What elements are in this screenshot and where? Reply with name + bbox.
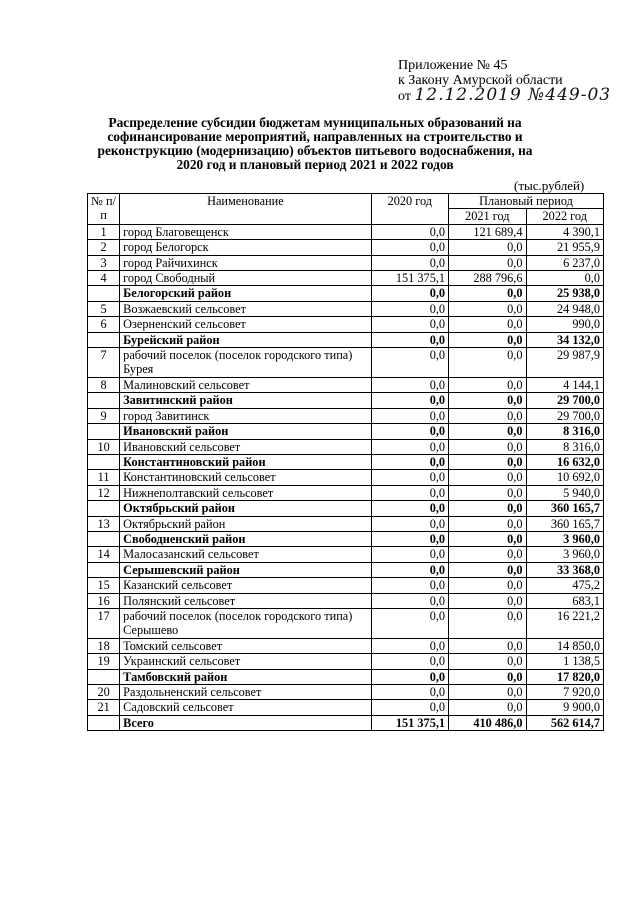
- subsidy-table: [87, 193, 604, 731]
- header-number: № п/п: [88, 194, 120, 225]
- units-label: (тыс.рублей): [514, 178, 585, 193]
- table-row: [88, 439, 604, 454]
- row-value-2022: 9 900,0: [526, 700, 604, 715]
- row-value-2021: 0,0: [449, 317, 526, 332]
- row-number: 4: [88, 271, 120, 286]
- row-value-2020: 0,0: [371, 408, 448, 423]
- row-name: Константиновский район: [120, 454, 371, 469]
- row-value-2021: 0,0: [449, 516, 526, 531]
- district-subtotal-row: [88, 286, 604, 301]
- row-value-2021: 0,0: [449, 255, 526, 270]
- row-name: Серышевский район: [120, 562, 371, 577]
- row-name: Завитинский район: [120, 393, 371, 408]
- row-value-2022: 475,2: [526, 578, 604, 593]
- row-number: 5: [88, 301, 120, 316]
- row-name: Озерненский сельсовет: [120, 317, 371, 332]
- row-number: 1: [88, 224, 120, 239]
- row-value-2022: 25 938,0: [526, 286, 604, 301]
- row-value-2022: 33 368,0: [526, 562, 604, 577]
- row-value-2020: 0,0: [371, 424, 448, 439]
- row-value-2021: 0,0: [449, 377, 526, 392]
- row-number: 19: [88, 654, 120, 669]
- row-number: [88, 531, 120, 546]
- row-value-2021: 288 796,6: [449, 271, 526, 286]
- table-row: [88, 377, 604, 392]
- row-value-2022: 29 700,0: [526, 408, 604, 423]
- row-name: Октябрьский район: [120, 501, 371, 516]
- row-value-2021: 0,0: [449, 439, 526, 454]
- appendix-header: [398, 58, 611, 104]
- row-value-2020: 0,0: [371, 608, 448, 638]
- row-value-2021: 0,0: [449, 408, 526, 423]
- table-row: [88, 547, 604, 562]
- row-value-2021: 0,0: [449, 638, 526, 653]
- table-row: [88, 317, 604, 332]
- row-value-2020: 0,0: [371, 317, 448, 332]
- row-name: Ивановский сельсовет: [120, 439, 371, 454]
- row-number: 8: [88, 377, 120, 392]
- row-number: 15: [88, 578, 120, 593]
- header-2022: 2022 год: [526, 209, 604, 224]
- row-value-2020: 0,0: [371, 454, 448, 469]
- row-value-2020: 0,0: [371, 348, 448, 378]
- row-name: Возжаевский сельсовет: [120, 301, 371, 316]
- row-value-2022: 14 850,0: [526, 638, 604, 653]
- row-value-2022: 29 700,0: [526, 393, 604, 408]
- table-row: [88, 348, 604, 378]
- row-name: Малосазанский сельсовет: [120, 547, 371, 562]
- row-number: 9: [88, 408, 120, 423]
- row-value-2020: 0,0: [371, 485, 448, 500]
- appendix-date-prefix: от: [398, 89, 411, 104]
- row-number: 21: [88, 700, 120, 715]
- appendix-date-line: [398, 85, 612, 105]
- row-name: Бурейский район: [120, 332, 371, 347]
- row-name: город Свободный: [120, 271, 371, 286]
- row-value-2021: 0,0: [449, 424, 526, 439]
- row-value-2020: 151 375,1: [371, 715, 448, 730]
- header-2020: 2020 год: [371, 194, 448, 225]
- row-number: 17: [88, 608, 120, 638]
- row-value-2022: 1 138,5: [526, 654, 604, 669]
- row-value-2021: 0,0: [449, 700, 526, 715]
- table-row: [88, 408, 604, 423]
- row-number: 20: [88, 685, 120, 700]
- district-subtotal-row: [88, 562, 604, 577]
- row-name: Октябрьский район: [120, 516, 371, 531]
- row-value-2022: 24 948,0: [526, 301, 604, 316]
- row-number: 18: [88, 638, 120, 653]
- row-value-2022: 10 692,0: [526, 470, 604, 485]
- row-value-2021: 0,0: [449, 608, 526, 638]
- row-value-2021: 0,0: [449, 578, 526, 593]
- row-value-2021: 0,0: [449, 547, 526, 562]
- row-name: Белогорский район: [120, 286, 371, 301]
- row-number: [88, 454, 120, 469]
- handwritten-date-number: 12.12.2019 №449-03: [414, 85, 612, 105]
- header-planned-period: Плановый период: [449, 194, 604, 209]
- row-name: Полянский сельсовет: [120, 593, 371, 608]
- row-value-2022: 5 940,0: [526, 485, 604, 500]
- row-value-2022: 562 614,7: [526, 715, 604, 730]
- row-value-2022: 8 316,0: [526, 439, 604, 454]
- row-name: город Завитинск: [120, 408, 371, 423]
- row-value-2022: 3 960,0: [526, 531, 604, 546]
- row-number: 10: [88, 439, 120, 454]
- row-value-2020: 0,0: [371, 700, 448, 715]
- row-name: город Белогорск: [120, 240, 371, 255]
- row-value-2020: 0,0: [371, 240, 448, 255]
- table-row: [88, 224, 604, 239]
- row-value-2021: 0,0: [449, 685, 526, 700]
- row-number: 16: [88, 593, 120, 608]
- row-value-2020: 0,0: [371, 439, 448, 454]
- row-value-2020: 0,0: [371, 669, 448, 684]
- row-value-2020: 0,0: [371, 377, 448, 392]
- row-value-2020: 0,0: [371, 547, 448, 562]
- row-value-2021: 0,0: [449, 332, 526, 347]
- table-body: [88, 224, 604, 730]
- row-name: Казанский сельсовет: [120, 578, 371, 593]
- row-value-2022: 16 632,0: [526, 454, 604, 469]
- row-number: 13: [88, 516, 120, 531]
- row-value-2021: 0,0: [449, 501, 526, 516]
- row-value-2020: 0,0: [371, 531, 448, 546]
- row-name: Ивановский район: [120, 424, 371, 439]
- row-number: [88, 332, 120, 347]
- row-name: город Благовещенск: [120, 224, 371, 239]
- row-value-2020: 0,0: [371, 255, 448, 270]
- row-number: [88, 715, 120, 730]
- district-subtotal-row: [88, 424, 604, 439]
- row-name: Садовский сельсовет: [120, 700, 371, 715]
- row-name: Свободненский район: [120, 531, 371, 546]
- row-number: 7: [88, 348, 120, 378]
- table-row: [88, 685, 604, 700]
- district-subtotal-row: [88, 669, 604, 684]
- appendix-law-reference: к Закону Амурской области: [398, 73, 563, 88]
- table-row: [88, 255, 604, 270]
- table-row: [88, 271, 604, 286]
- row-value-2021: 0,0: [449, 485, 526, 500]
- row-name: рабочий поселок (поселок городского типа) Бурея: [120, 348, 371, 378]
- row-value-2020: 0,0: [371, 224, 448, 239]
- row-value-2021: 0,0: [449, 669, 526, 684]
- row-value-2022: 360 165,7: [526, 516, 604, 531]
- row-value-2022: 990,0: [526, 317, 604, 332]
- table-row: [88, 578, 604, 593]
- row-number: 14: [88, 547, 120, 562]
- header-2021: 2021 год: [449, 209, 526, 224]
- row-value-2020: 0,0: [371, 593, 448, 608]
- row-value-2020: 0,0: [371, 638, 448, 653]
- row-value-2022: 34 132,0: [526, 332, 604, 347]
- row-value-2020: 0,0: [371, 578, 448, 593]
- table-row: [88, 593, 604, 608]
- district-subtotal-row: [88, 454, 604, 469]
- row-value-2020: 0,0: [371, 501, 448, 516]
- row-number: [88, 501, 120, 516]
- appendix-number: Приложение № 45: [398, 58, 508, 73]
- row-number: [88, 669, 120, 684]
- row-value-2022: 7 920,0: [526, 685, 604, 700]
- row-number: 3: [88, 255, 120, 270]
- row-value-2021: 0,0: [449, 393, 526, 408]
- row-name: Раздольненский сельсовет: [120, 685, 371, 700]
- row-value-2020: 0,0: [371, 685, 448, 700]
- row-value-2021: 0,0: [449, 454, 526, 469]
- row-value-2020: 0,0: [371, 516, 448, 531]
- district-subtotal-row: [88, 332, 604, 347]
- row-name: Томский сельсовет: [120, 638, 371, 653]
- row-name: Украинский сельсовет: [120, 654, 371, 669]
- row-name: Всего: [120, 715, 371, 730]
- row-number: 11: [88, 470, 120, 485]
- row-number: [88, 424, 120, 439]
- row-value-2021: 0,0: [449, 531, 526, 546]
- row-value-2022: 21 955,9: [526, 240, 604, 255]
- row-name: Малиновский сельсовет: [120, 377, 371, 392]
- table-row: [88, 516, 604, 531]
- table-row: [88, 700, 604, 715]
- row-value-2022: 683,1: [526, 593, 604, 608]
- row-value-2022: 4 144,1: [526, 377, 604, 392]
- row-number: 12: [88, 485, 120, 500]
- row-value-2021: 121 689,4: [449, 224, 526, 239]
- district-subtotal-row: [88, 393, 604, 408]
- row-value-2021: 0,0: [449, 286, 526, 301]
- row-number: 2: [88, 240, 120, 255]
- row-value-2022: 16 221,2: [526, 608, 604, 638]
- row-number: [88, 562, 120, 577]
- row-value-2022: 29 987,9: [526, 348, 604, 378]
- header-name: Наименование: [120, 194, 371, 225]
- row-value-2021: 0,0: [449, 348, 526, 378]
- row-name: рабочий поселок (поселок городского типа) Серышево: [120, 608, 371, 638]
- row-number: 6: [88, 317, 120, 332]
- row-name: Тамбовский район: [120, 669, 371, 684]
- row-value-2021: 0,0: [449, 240, 526, 255]
- table-row: [88, 240, 604, 255]
- district-subtotal-row: [88, 715, 604, 730]
- row-name: город Райчихинск: [120, 255, 371, 270]
- row-value-2022: 6 237,0: [526, 255, 604, 270]
- row-value-2022: 8 316,0: [526, 424, 604, 439]
- row-name: Константиновский сельсовет: [120, 470, 371, 485]
- row-value-2020: 0,0: [371, 301, 448, 316]
- district-subtotal-row: [88, 501, 604, 516]
- table-row: [88, 638, 604, 653]
- row-value-2020: 0,0: [371, 562, 448, 577]
- row-value-2021: 0,0: [449, 470, 526, 485]
- table-row: [88, 470, 604, 485]
- table-row: [88, 608, 604, 638]
- row-value-2022: 17 820,0: [526, 669, 604, 684]
- row-value-2022: 0,0: [526, 271, 604, 286]
- row-value-2020: 0,0: [371, 332, 448, 347]
- district-subtotal-row: [88, 531, 604, 546]
- row-value-2021: 0,0: [449, 301, 526, 316]
- row-value-2022: 4 390,1: [526, 224, 604, 239]
- row-value-2020: 0,0: [371, 393, 448, 408]
- table-row: [88, 301, 604, 316]
- row-value-2020: 0,0: [371, 470, 448, 485]
- table-row: [88, 654, 604, 669]
- row-value-2021: 0,0: [449, 562, 526, 577]
- row-value-2021: 410 486,0: [449, 715, 526, 730]
- row-number: [88, 393, 120, 408]
- row-value-2020: 0,0: [371, 654, 448, 669]
- row-value-2022: 3 960,0: [526, 547, 604, 562]
- row-name: Нижнеполтавский сельсовет: [120, 485, 371, 500]
- row-number: [88, 286, 120, 301]
- document-title: Распределение субсидии бюджетам муниципальных образований на софинансирование мероприятий, направленных на строительство и реконструкцию (модернизацию) объектов питьевого водоснабжения, на 2020 год и плановый период 2021 и 2022 годов: [97, 115, 533, 172]
- row-value-2020: 151 375,1: [371, 271, 448, 286]
- row-value-2022: 360 165,7: [526, 501, 604, 516]
- table-row: [88, 485, 604, 500]
- row-value-2021: 0,0: [449, 654, 526, 669]
- row-value-2021: 0,0: [449, 593, 526, 608]
- row-value-2020: 0,0: [371, 286, 448, 301]
